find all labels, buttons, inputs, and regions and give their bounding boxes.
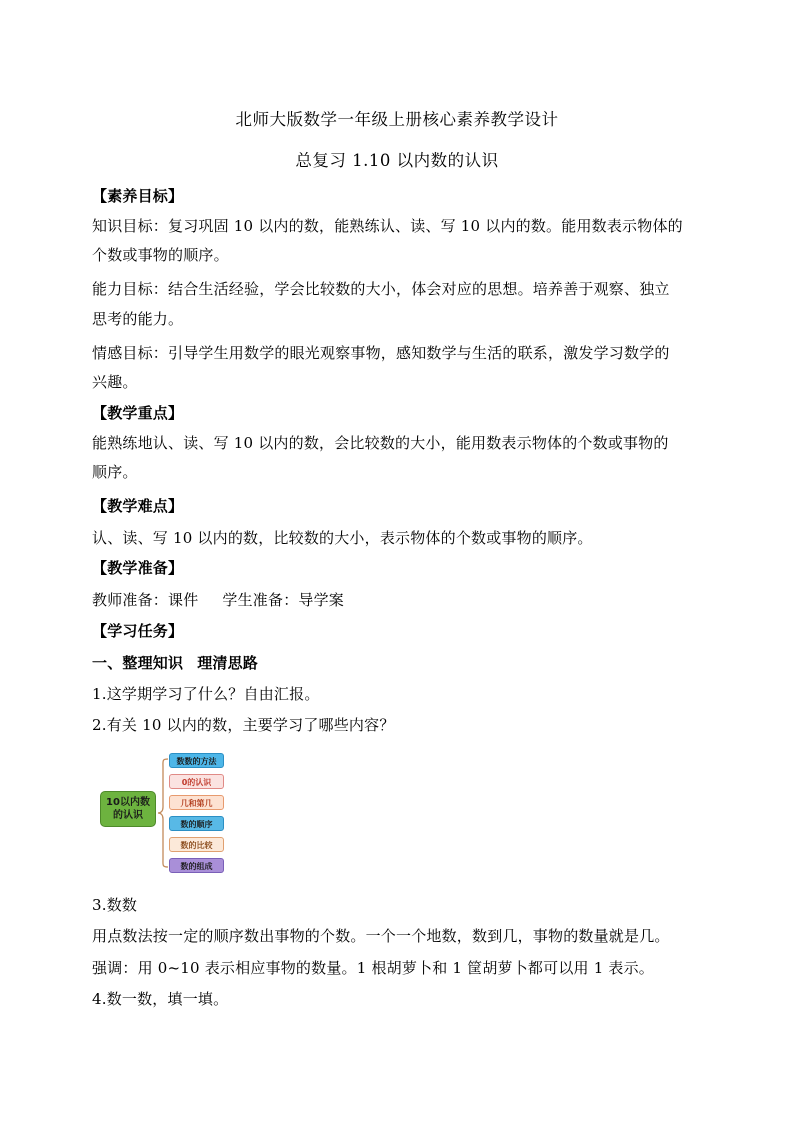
goal-emotion-line1: 情感目标：引导学生用数学的眼光观察事物，感知数学与生活的联系，激发学习数学的	[92, 344, 670, 362]
difficulty-heading: 【教学难点】	[92, 497, 184, 515]
prep-student: 学生准备：导学案	[222, 591, 345, 609]
goal-emotion-line2: 兴趣。	[92, 373, 138, 391]
mindmap-root	[100, 791, 156, 827]
mindmap-node: 数数的方法	[169, 753, 224, 768]
item-4: 4.数一数，填一填。	[92, 990, 229, 1008]
mindmap-node: 数的组成	[169, 858, 224, 873]
difficulty-line1: 认、读、写 10 以内的数，比较数的大小，表示物体的个数或事物的顺序。	[92, 529, 593, 547]
task-heading: 【学习任务】	[92, 622, 184, 640]
mindmap-root-line1: 10以内数	[106, 797, 150, 808]
task-subheading	[92, 653, 707, 673]
item-3: 3.数数	[92, 896, 138, 914]
mindmap-node: 0的认识	[169, 774, 224, 789]
mindmap-node: 数的比较	[169, 837, 224, 852]
prep-heading: 【教学准备】	[92, 559, 184, 577]
item-1: 1.这学期学习了什么？自由汇报。	[92, 685, 320, 703]
item-3-text: 用点数法按一定的顺序数出事物的个数。一个一个地数，数到几，事物的数量就是几。	[92, 927, 670, 945]
page-title: 北师大版数学一年级上册核心素养教学设计	[235, 110, 559, 129]
goal-knowledge-line1: 知识目标：复习巩固 10 以内的数，能熟练认、读、写 10 以内的数。能用数表示物体的	[92, 217, 683, 235]
knowledge-mindmap	[99, 752, 239, 877]
mindmap-root-line2: 的认识	[113, 810, 143, 821]
item-2: 2.有关 10 以内的数，主要学习了哪些内容？	[92, 716, 395, 734]
goals-heading: 【素养目标】	[92, 187, 184, 205]
goal-ability-line2: 思考的能力。	[92, 310, 184, 328]
prep-teacher: 教师准备：课件	[92, 591, 199, 609]
lesson-subtitle: 总复习 1.10 以内数的认识	[295, 151, 499, 170]
prep-line	[92, 590, 707, 610]
task-subheading-part1: 一、整理知识	[92, 654, 184, 672]
item-3-note: 强调：用 0~10 表示相应事物的数量。1 根胡萝卜和 1 筐胡萝卜都可以用 1 表示。	[92, 959, 655, 977]
mindmap-brace	[157, 757, 169, 869]
mindmap-node: 几和第几	[169, 795, 224, 810]
key-heading: 【教学重点】	[92, 404, 184, 422]
mindmap-node: 数的顺序	[169, 816, 224, 831]
task-subheading-part2: 理清思路	[197, 654, 259, 672]
key-line2: 顺序。	[92, 463, 138, 481]
key-line1: 能熟练地认、读、写 10 以内的数，会比较数的大小，能用数表示物体的个数或事物的	[92, 434, 669, 452]
goal-ability-line1: 能力目标：结合生活经验，学会比较数的大小，体会对应的思想。培养善于观察、独立	[92, 280, 670, 298]
goal-knowledge-line2: 个数或事物的顺序。	[92, 246, 229, 264]
